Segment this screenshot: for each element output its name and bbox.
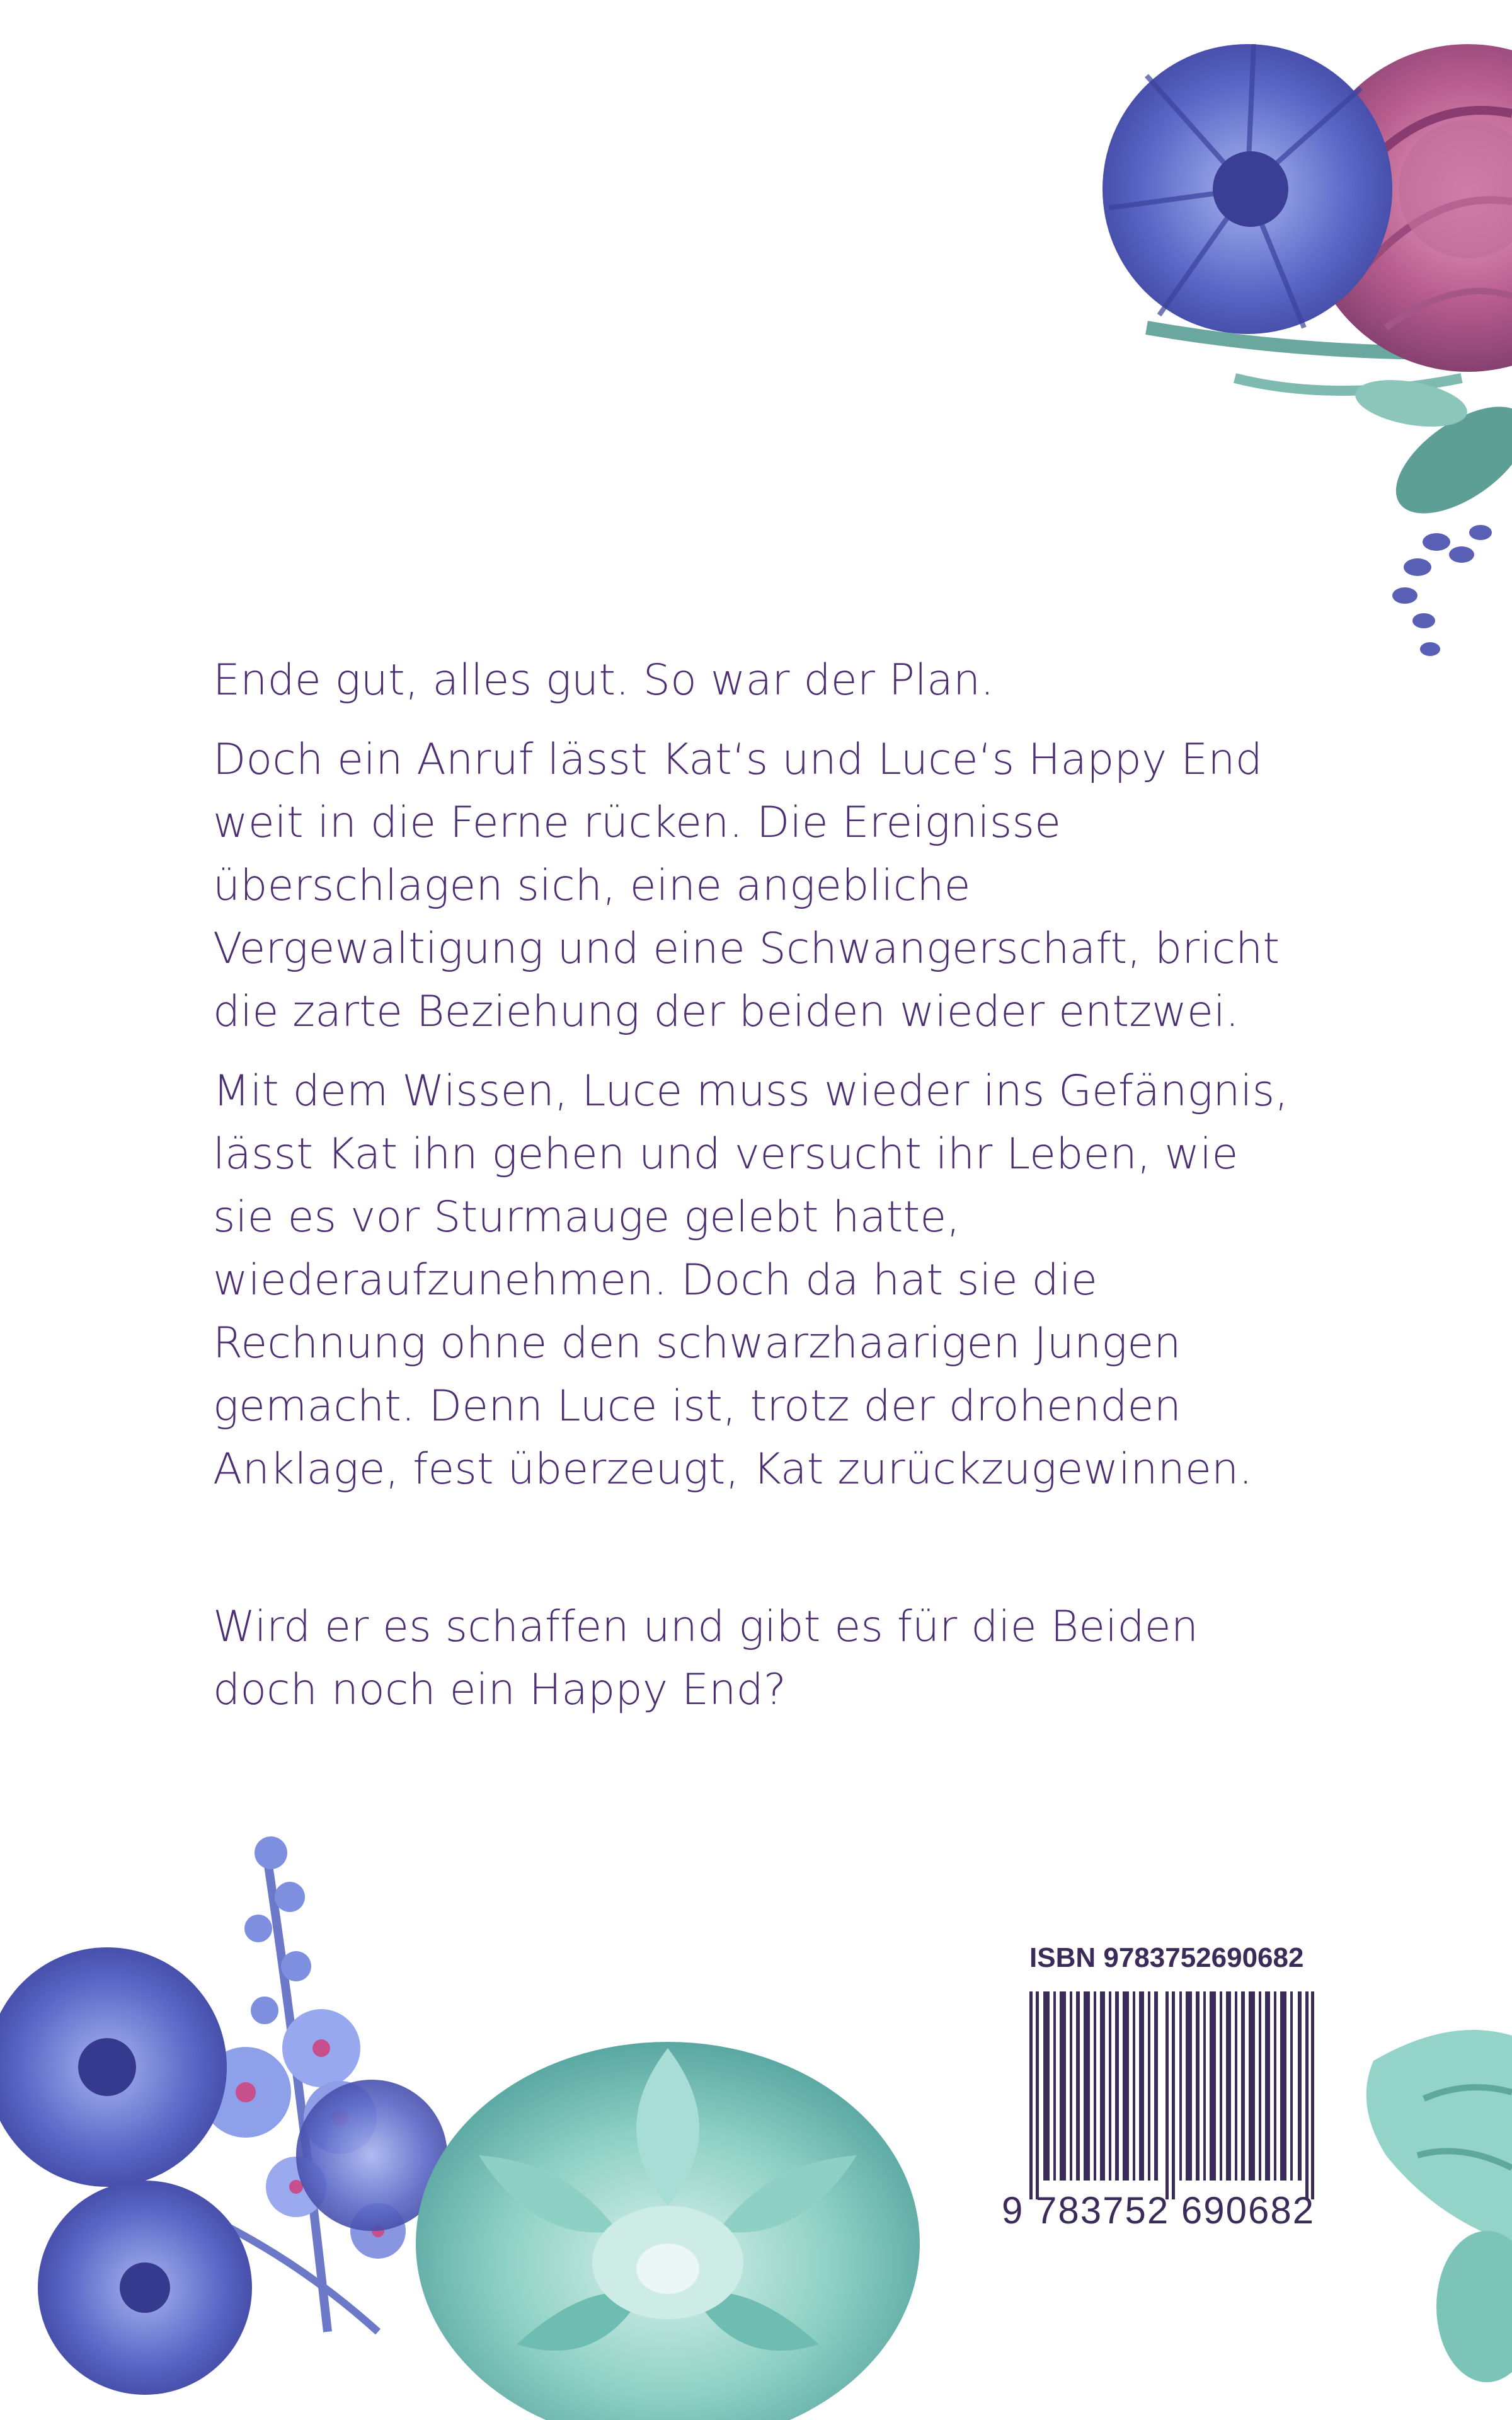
blurb-paragraph-4: Wird er es schaffen und gibt es für die Beiden doch noch ein Happy End? [213, 1602, 1199, 1715]
isbn-barcode-icon [1029, 1991, 1314, 2199]
blurb-paragraph-1: Ende gut, alles gut. So war der Plan. [213, 655, 995, 705]
bottom-right-floral-icon [1366, 2030, 1512, 2382]
bottom-left-floral-icon [0, 1836, 920, 2420]
blurb-paragraph-2: Doch ein Anruf lässt Kat‘s und Luce‘s Happy End weit in die Ferne rücken. Die Ereignisse überschlagen sich, eine angebliche Vergewaltigung und eine Schwangerschaft, bricht die zarte Beziehung der beiden wieder entzwei. [213, 735, 1280, 1037]
barcode-digits: 9 783752 690682 [1002, 2189, 1315, 2232]
back-cover-blurb [213, 649, 1309, 1738]
blurb-paragraph-3: Mit dem Wissen, Luce muss wieder ins Gefängnis, lässt Kat ihn gehen und versucht ihr Leben, wie sie es vor Sturmauge gelebt hatte, wiederaufzunehmen. Doch da hat sie die Rechnung ohne den schwarzhaarigen Jungen gemacht. Denn Luce ist, trotz der drohenden Anklage, fest überzeugt, Kat zurückzugewinnen. [213, 1066, 1289, 1494]
isbn-label: ISBN 9783752690682 [1029, 1942, 1304, 1973]
top-right-floral-icon [1102, 44, 1512, 656]
